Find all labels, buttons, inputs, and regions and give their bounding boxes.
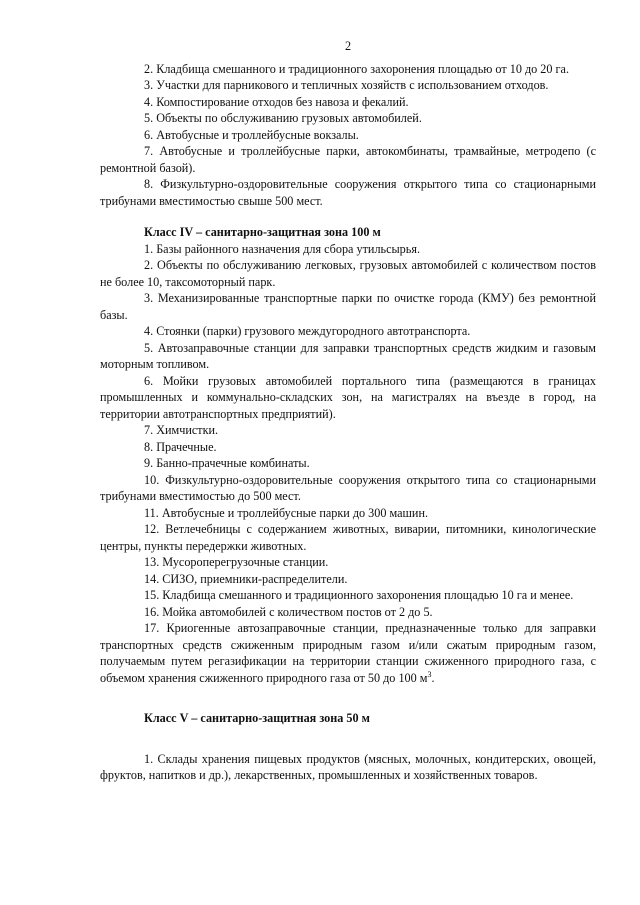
section-a-list <box>100 61 596 210</box>
list-item: 6. Мойки грузовых автомобилей портального типа (размещаются в границах промышленных и коммунально-складских зон, на магистралях на въезде в город, на территории автотранспортных предприятий). <box>100 373 596 421</box>
class-5-list <box>100 751 596 784</box>
item-17-end: . <box>431 670 435 685</box>
list-item: 1. Базы районного назначения для сбора утильсырья. <box>144 241 420 256</box>
list-item: 6. Автобусные и троллейбусные вокзалы. <box>144 127 359 142</box>
list-item: 2. Объекты по обслуживанию легковых, грузовых автомобилей с количеством постов не более 10, таксомоторный парк. <box>100 258 596 289</box>
list-item: 11. Автобусные и троллейбусные парки до 300 машин. <box>144 505 429 520</box>
list-item: 13. Мусороперегрузочные станции. <box>144 555 329 569</box>
list-item: 7. Автобусные и троллейбусные парки, автокомбинаты, трамвайные, метродепо (с ремонтной базой). <box>100 144 596 175</box>
list-item: 4. Стоянки (парки) грузового междугородного автотранспорта. <box>144 324 471 338</box>
list-item: 14. СИЗО, приемники-распределители. <box>144 571 348 586</box>
list-item-17 <box>100 620 596 686</box>
list-item: 3. Участки для парникового и тепличных хозяйств с использованием отходов. <box>144 78 549 92</box>
list-item: 16. Мойка автомобилей с количеством постов от 2 до 5. <box>144 604 433 619</box>
page-number: 2 <box>344 39 352 53</box>
item-17-text: 17. Криогенные автозаправочные станции, предназначенные только для заправки транспортных средств сжиженным природным газом и/или сжатым природным газом, получаемым путем регазификации на территории станции сжиженного природного газа, с объемом хранения сжиженного природного газа от 50 до 100 м <box>100 621 596 685</box>
list-item: 8. Физкультурно-оздоровительные сооружения открытого типа со стационарными трибунами вместимостью свыше 500 мест. <box>100 177 596 208</box>
class-4-list <box>100 241 596 687</box>
list-item: 4. Компостирование отходов без навоза и фекалий. <box>144 94 409 109</box>
list-item: 5. Объекты по обслуживанию грузовых автомобилей. <box>144 111 422 125</box>
list-item: 9. Банно-прачечные комбинаты. <box>144 456 310 470</box>
list-item: 10. Физкультурно-оздоровительные сооружения открытого типа со стационарными трибунами вместимостью до 500 мест. <box>100 472 596 503</box>
class-4-heading: Класс IV – санитарно-защитная зона 100 м <box>144 225 381 239</box>
list-item: 5. Автозаправочные станции для заправки транспортных средств жидким и газовым моторным топливом. <box>100 340 596 371</box>
list-item: 15. Кладбища смешанного и традиционного захоронения площадью 10 га и менее. <box>144 588 574 602</box>
list-item: 12. Ветлечебницы с содержанием животных, виварии, питомники, кинологические центры, пункты передержки животных. <box>100 522 596 553</box>
class-5-heading: Класс V – санитарно-защитная зона 50 м <box>144 711 370 725</box>
list-item: 8. Прачечные. <box>144 439 217 454</box>
list-item: 1. Склады хранения пищевых продуктов (мясных, молочных, кондитерских, овощей, фруктов, напитков и др.), лекарственных, промышленных и хозяйственных товаров. <box>100 751 596 782</box>
list-item: 7. Химчистки. <box>144 423 219 437</box>
list-item: 3. Механизированные транспортные парки по очистке города (КМУ) без ремонтной базы. <box>100 291 596 322</box>
cubic-superscript: 3 <box>427 669 432 679</box>
list-item: 2. Кладбища смешанного и традиционного захоронения площадью от 10 до 20 га. <box>144 61 569 76</box>
